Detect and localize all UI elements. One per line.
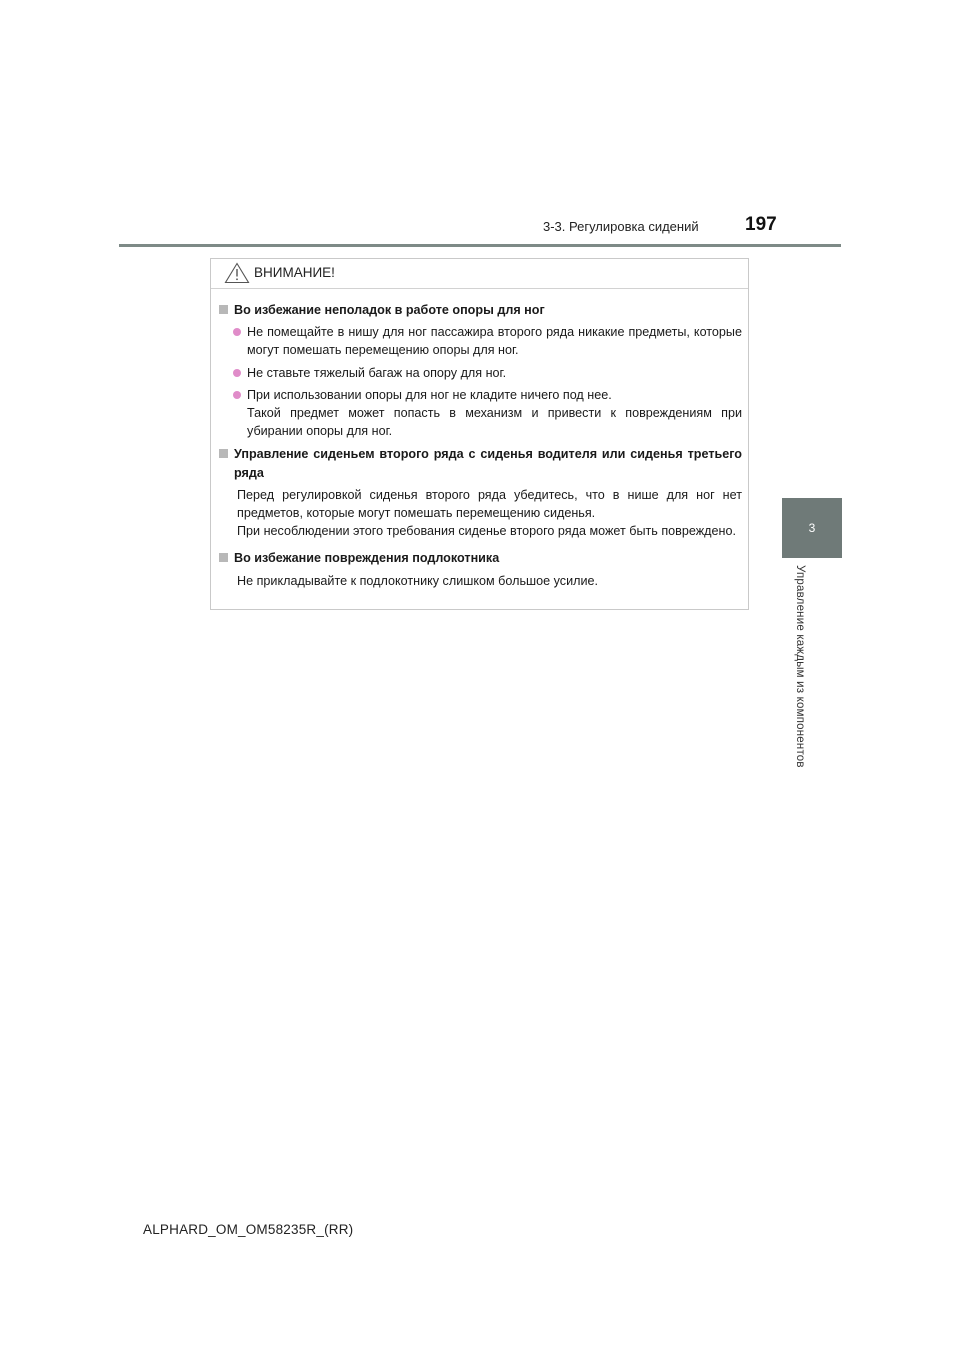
warning-title: ВНИМАНИЕ!: [254, 265, 335, 280]
heading-text: Управление сиденьем второго ряда с сиденья водителя или сиденья третьего ряда: [234, 447, 742, 480]
paragraph: Не прикладывайте к подлокотнику слишком большое усилие.: [237, 573, 598, 588]
square-bullet-icon: [219, 553, 228, 562]
warning-body: [211, 289, 748, 590]
chapter-tab: [782, 498, 842, 558]
list-item: [219, 364, 742, 382]
square-bullet-icon: [219, 449, 228, 458]
list-item: [219, 386, 742, 441]
square-bullet-icon: [219, 305, 228, 314]
warning-header: [211, 259, 748, 289]
bullet-text: Не ставьте тяжелый багаж на опору для ног.: [247, 365, 507, 380]
section-heading: [219, 445, 742, 481]
round-bullet-icon: [233, 369, 241, 377]
section-heading: [219, 301, 742, 319]
section-heading: [219, 549, 742, 567]
paragraph: Перед регулировкой сиденья второго ряда убедитесь, что в нише для ног нет предметов, которые могут помешать перемещению сиденья.: [237, 487, 742, 521]
paragraph-block: [219, 572, 742, 590]
paragraph-block: [219, 486, 742, 541]
heading-text: Во избежание неполадок в работе опоры для ног: [234, 303, 545, 317]
warning-box: [210, 258, 749, 610]
round-bullet-icon: [233, 391, 241, 399]
chapter-label: Управление каждым из компонентов: [794, 565, 806, 768]
paragraph: При несоблюдении этого требования сиденье второго ряда может быть повреждено.: [237, 524, 736, 539]
list-item: [219, 323, 742, 359]
chapter-number: 3: [808, 521, 816, 535]
bullet-text: [247, 386, 742, 441]
round-bullet-icon: [233, 328, 241, 336]
document-code: ALPHARD_OM_OM58235R_(RR): [143, 1222, 354, 1237]
bullet-continuation: Такой предмет может попасть в механизм и привести к повреждениям при убирании опоры для ног.: [247, 406, 742, 439]
heading-text: Во избежание повреждения подлокотника: [234, 551, 500, 566]
header-rule: [119, 244, 841, 247]
bullet-text: Не помещайте в нишу для ног пассажира второго ряда никакие предметы, которые могут помешать перемещению опоры для ног.: [247, 325, 742, 358]
warning-triangle-icon: [224, 262, 250, 284]
page-number: 197: [745, 214, 777, 235]
section-title: 3-3. Регулировка сидений: [543, 219, 699, 234]
bullet-first-line: При использовании опоры для ног не кладите ничего под нее.: [247, 387, 612, 402]
